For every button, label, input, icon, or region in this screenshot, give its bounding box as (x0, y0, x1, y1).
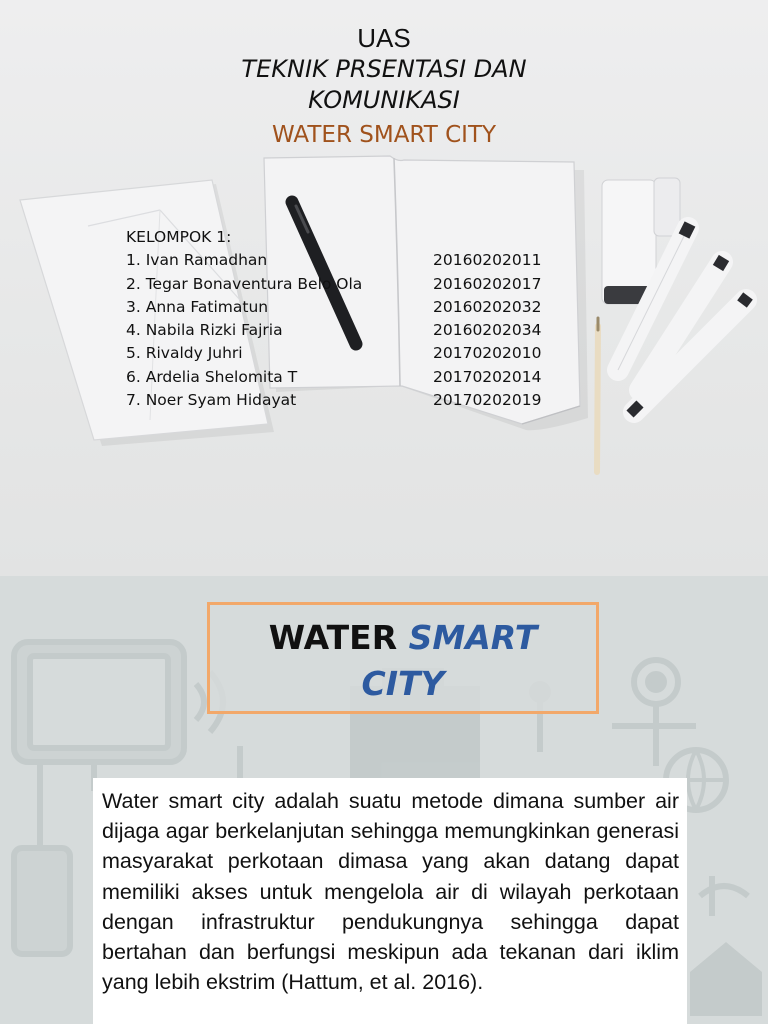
title-word-smart: SMART (408, 618, 538, 657)
member-row (126, 296, 556, 319)
member-name: 4. Nabila Rizki Fajria (126, 321, 283, 340)
member-name: 5. Rivaldy Juhri (126, 344, 243, 363)
topic-title: WATER SMART CITY (271, 122, 497, 148)
member-name: 7. Noer Syam Hidayat (126, 391, 297, 410)
wifi-icon (196, 684, 204, 720)
title-block (0, 22, 768, 152)
member-name: 3. Anna Fatimatun (126, 297, 269, 316)
member-nim: 20170202010 (433, 344, 542, 363)
member-nim: 20160202017 (433, 274, 542, 293)
home-icon (690, 942, 762, 1016)
definition-paragraph: Water smart city adalah suatu metode dimana sumber air dijaga agar berkelanjutan sehingga memungkinkan generasi masyarakat perkotaan dimasa yang akan datang dapat memiliki akses untuk mengelola air di wilayah perkotaan dengan infrastruktur pendukungnya sehingga dapat bertahan dan berfungsi meskipun ada tekanan dari iklim yang lebih ekstrim (Hattum, et al. 2016). (102, 789, 679, 995)
member-nim: 20170202014 (433, 367, 542, 386)
member-row (126, 249, 556, 272)
course-title: TEKNIK PRSENTASI DAN KOMUNIKASI (241, 55, 527, 114)
title-word-water: WATER (268, 618, 398, 657)
member-nim: 20160202032 (433, 297, 542, 316)
member-name: 1. Ivan Ramadhan (126, 251, 268, 270)
member-row (126, 319, 556, 342)
member-nim: 20170202019 (433, 391, 542, 410)
title-word-city: CITY (361, 664, 445, 703)
exam-title: UAS (357, 23, 411, 53)
member-row (126, 389, 556, 412)
member-name: 2. Tegar Bonaventura Belo Ola (126, 274, 363, 293)
member-row (126, 273, 556, 296)
slide-title-box (207, 602, 599, 714)
pencil-image (597, 318, 598, 472)
group-label: KELOMPOK 1: (126, 228, 232, 246)
member-nim: 20160202034 (433, 321, 542, 340)
member-row (126, 342, 556, 365)
member-row (126, 366, 556, 389)
slide-definition (0, 576, 768, 1024)
member-name: 6. Ardelia Shelomita T (126, 367, 298, 386)
phone-icon (14, 848, 70, 954)
member-nim: 20160202011 (433, 251, 542, 270)
group-members (126, 226, 556, 412)
definition-text-box (93, 778, 687, 1024)
